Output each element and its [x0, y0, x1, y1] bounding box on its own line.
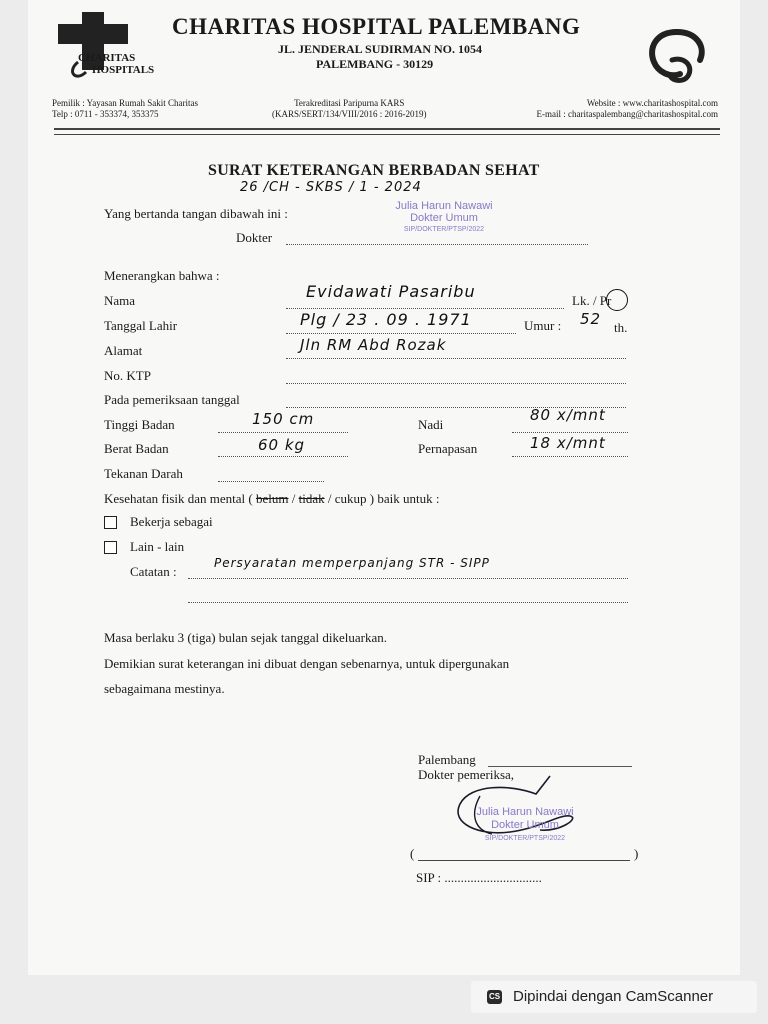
signature-stamp-role: Dokter Umum — [491, 819, 559, 831]
hospital-name: CHARITAS HOSPITAL PALEMBANG — [172, 14, 581, 39]
height-label: Tinggi Badan — [104, 417, 175, 432]
exam-date-label: Pada pemeriksaan tanggal — [104, 392, 240, 407]
validity-text: Masa berlaku 3 (tiga) bulan sejak tanggal dikeluarkan. — [104, 630, 388, 645]
address-line — [286, 358, 626, 359]
name-label: Nama — [104, 293, 136, 308]
gender-label: Lk. / Pr — [572, 293, 612, 308]
accreditation-line2: (KARS/SERT/134/VIII/2016 : 2016-2019) — [272, 109, 427, 119]
camscanner-text: Dipindai dengan CamScanner — [513, 988, 714, 1005]
name-line — [286, 308, 564, 309]
notes-value: Persyaratan memperpanjang STR - SIPP — [214, 556, 490, 570]
stamp-top-id: SIP/DOKTER/PTSP/2022 — [403, 226, 485, 233]
pulse-label: Nadi — [418, 417, 444, 432]
signature-stamp-id: SIP/DOKTER/PTSP/2022 — [484, 835, 566, 842]
header-rule-bottom — [54, 134, 720, 135]
owner-info — [52, 98, 198, 120]
height-line — [218, 432, 348, 433]
health-suffix: / cukup ) baik untuk : — [327, 491, 440, 506]
age-unit: th. — [614, 320, 628, 335]
bp-label: Tekanan Darah — [104, 466, 183, 481]
notes-line-1 — [188, 578, 628, 579]
signature-name-line — [418, 860, 630, 861]
header-rule-top — [54, 128, 720, 130]
address-label: Alamat — [104, 343, 143, 358]
accreditation-line1: Terakreditasi Paripurna KARS — [294, 98, 405, 108]
dob-value: Plg / 23 . 09 . 1971 — [300, 310, 472, 329]
intro-text: Yang bertanda tangan dibawah ini : — [104, 206, 288, 221]
doctor-line — [286, 244, 588, 245]
address-line2: PALEMBANG - 30129 — [316, 57, 434, 71]
quality-seal-icon — [644, 26, 710, 86]
notes-line-2 — [188, 602, 628, 603]
paren-open: ( — [410, 846, 415, 861]
bp-line — [218, 481, 324, 482]
ktp-line — [286, 383, 626, 384]
phone-text: Telp : 0711 - 353374, 353375 — [52, 109, 159, 119]
stamp-top — [386, 200, 502, 236]
document-number: 26 /CH - SKBS / 1 - 2024 — [240, 180, 422, 195]
dob-label: Tanggal Lahir — [104, 318, 178, 333]
signature-place: Palembang — [418, 752, 476, 767]
address-value: Jln RM Abd Rozak — [300, 336, 447, 354]
other-checkbox[interactable] — [104, 541, 117, 554]
pulse-line — [512, 432, 628, 433]
owner-text: Pemilik : Yayasan Rumah Sakit Charitas — [52, 98, 198, 108]
statement-line2: sebagaimana mestinya. — [104, 681, 225, 696]
gender-circle-icon — [606, 289, 628, 311]
doctor-label: Dokter — [236, 230, 273, 245]
age-label: Umur : — [524, 318, 562, 333]
age-value: 52 — [580, 310, 602, 328]
signature-stamp — [450, 806, 600, 845]
document-sheet — [28, 0, 740, 975]
ktp-label: No. KTP — [104, 368, 151, 383]
pulse-value: 80 x/mnt — [530, 406, 606, 424]
resp-label: Pernapasan — [418, 441, 478, 456]
signature-role: Dokter pemeriksa, — [418, 767, 515, 782]
notes-label: Catatan : — [130, 564, 177, 579]
logo-text — [78, 52, 154, 76]
weight-value: 60 kg — [258, 436, 306, 454]
health-separator: / — [291, 491, 296, 506]
accreditation-info — [272, 98, 426, 120]
paren-close: ) — [634, 846, 639, 861]
height-value: 150 cm — [252, 410, 315, 428]
contact-info — [492, 98, 718, 120]
stamp-top-role: Dokter Umum — [410, 212, 478, 224]
work-checkbox[interactable] — [104, 516, 117, 529]
resp-line — [512, 456, 628, 457]
stamp-top-name: Julia Harun Nawawi — [395, 200, 493, 212]
statement-line1: Demikian surat keterangan ini dibuat dengan sebenarnya, untuk dipergunakan — [104, 656, 510, 671]
health-option-belum: belum — [255, 491, 289, 506]
name-value: Evidawati Pasaribu — [306, 282, 476, 301]
health-prefix: Kesehatan fisik dan mental ( — [104, 491, 253, 506]
logo-text-line1: CHARITAS — [78, 52, 136, 64]
weight-line — [218, 456, 348, 457]
signature-stamp-name: Julia Harun Nawawi — [476, 806, 574, 818]
weight-label: Berat Badan — [104, 441, 169, 456]
accreditation-logo — [644, 26, 710, 91]
dob-line — [286, 333, 516, 334]
other-checkbox-label: Lain - lain — [130, 539, 185, 554]
sip-label: SIP : .............................. — [416, 870, 542, 885]
logo-text-line2: HOSPITALS — [92, 64, 155, 76]
document-title: SURAT KETERANGAN BERBADAN SEHAT — [208, 162, 540, 179]
declares-text: Menerangkan bahwa : — [104, 268, 220, 283]
camscanner-icon: CS — [487, 990, 502, 1004]
email-text: E-mail : charitaspalembang@charitashospital.com — [536, 109, 718, 119]
website-text: Website : www.charitashospital.com — [586, 98, 718, 108]
work-checkbox-label: Bekerja sebagai — [130, 514, 213, 529]
address-line1: JL. JENDERAL SUDIRMAN NO. 1054 — [278, 42, 483, 56]
health-option-tidak: tidak — [298, 491, 325, 506]
camscanner-badge — [471, 981, 757, 1013]
resp-value: 18 x/mnt — [530, 434, 606, 452]
health-statement — [104, 491, 439, 507]
